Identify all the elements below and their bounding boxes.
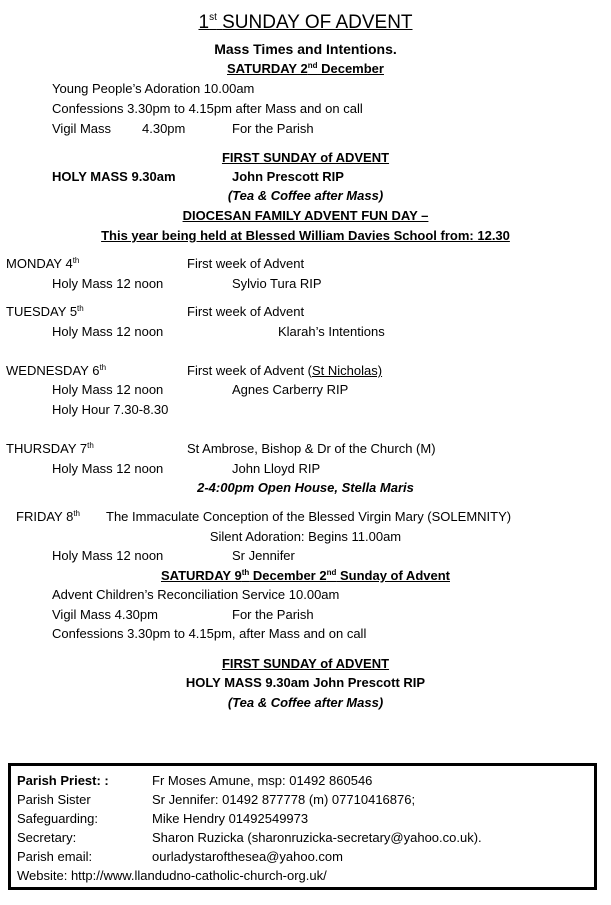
sunday-heading: FIRST SUNDAY of ADVENT — [221, 150, 390, 165]
vigil-intent: For the Parish — [232, 121, 314, 136]
funday-heading: DIOCESAN FAMILY ADVENT FUN DAY – — [182, 208, 429, 223]
wednesday-intent: Agnes Carberry RIP — [232, 382, 349, 397]
tuesday-day: TUESDAY 5th — [6, 304, 84, 319]
monday-intent: Sylvio Tura RIP — [232, 276, 322, 291]
adoration-line: Young People’s Adoration 10.00am — [52, 81, 255, 96]
friday-mass: Holy Mass 12 noon — [52, 548, 164, 563]
saturday-heading: SATURDAY 2nd December — [227, 61, 384, 76]
secretary-label: Secretary: — [17, 830, 77, 845]
wednesday-mass: Holy Mass 12 noon — [52, 382, 164, 397]
sunday2-tea: (Tea & Coffee after Mass) — [227, 695, 384, 710]
priest-value: Fr Moses Amune, msp: 01492 860546 — [152, 773, 373, 788]
open-house-event: 2-4:00pm Open House, Stella Maris — [197, 480, 414, 495]
vigil-label: Vigil Mass — [52, 121, 112, 136]
funday-location: This year being held at Blessed William Davies School from: 12.30 — [101, 228, 510, 243]
sister-value: Sr Jennifer: 01492 877778 (m) 07710416876; — [152, 792, 416, 807]
tuesday-mass: Holy Mass 12 noon — [52, 324, 164, 339]
vigil-time: 4.30pm — [142, 121, 186, 136]
monday-day: MONDAY 4th — [6, 256, 80, 271]
monday-desc: First week of Advent — [187, 256, 305, 271]
email-label: Parish email: — [17, 849, 93, 864]
sister-label: Parish Sister — [17, 792, 91, 807]
safeguarding-label: Safeguarding: — [17, 811, 98, 826]
secretary-value: Sharon Ruzicka (sharonruzicka-secretary@yahoo.co.uk). — [152, 830, 482, 845]
saturday9-heading: SATURDAY 9th December 2nd Sunday of Advent — [161, 568, 450, 583]
holy-hour: Holy Hour 7.30-8.30 — [52, 402, 169, 417]
sunday2-mass: HOLY MASS 9.30am John Prescott RIP — [185, 675, 426, 690]
wednesday-desc: First week of Advent (St Nicholas) — [187, 363, 383, 378]
thursday-desc: St Ambrose, Bishop & Dr of the Church (M) — [187, 441, 436, 456]
saturday9-vigil: Vigil Mass 4.30pm — [52, 607, 158, 622]
safeguarding-value: Mike Hendry 01492549973 — [152, 811, 309, 826]
friday-day: FRIDAY 8th — [16, 509, 80, 524]
tuesday-intent: Klarah’s Intentions — [278, 324, 385, 339]
priest-label: Parish Priest: : — [17, 773, 109, 788]
thursday-mass: Holy Mass 12 noon — [52, 461, 164, 476]
contact-box — [8, 763, 597, 890]
subtitle: Mass Times and Intentions. — [214, 41, 397, 57]
website-link[interactable]: Website: http://www.llandudno-catholic-church-org.uk/ — [17, 868, 327, 883]
confessions-line: Confessions 3.30pm to 4.15pm after Mass and on call — [52, 101, 363, 116]
tuesday-desc: First week of Advent — [187, 304, 305, 319]
sunday-intent: John Prescott RIP — [232, 169, 344, 184]
sunday-mass: HOLY MASS 9.30am — [52, 169, 176, 184]
page-title: 1st SUNDAY OF ADVENT — [198, 12, 413, 33]
silent-adoration: Silent Adoration: Begins 11.00am — [209, 529, 402, 544]
friday-intent: Sr Jennifer — [232, 548, 295, 563]
saturday9-confessions: Confessions 3.30pm to 4.15pm, after Mass and on call — [52, 626, 367, 641]
friday-desc: The Immaculate Conception of the Blessed Virgin Mary (SOLEMNITY) — [106, 509, 512, 524]
saturday9-vigil-intent: For the Parish — [232, 607, 314, 622]
reconciliation-service: Advent Children’s Reconciliation Service 10.00am — [52, 587, 340, 602]
thursday-intent: John Lloyd RIP — [232, 461, 321, 476]
sunday2-heading: FIRST SUNDAY of ADVENT — [221, 656, 390, 671]
wednesday-day: WEDNESDAY 6th — [6, 363, 107, 378]
email-value: ourladystarofthesea@yahoo.com — [152, 849, 343, 864]
thursday-day: THURSDAY 7th — [6, 441, 94, 456]
monday-mass: Holy Mass 12 noon — [52, 276, 164, 291]
tea-coffee-note: (Tea & Coffee after Mass) — [227, 188, 384, 203]
